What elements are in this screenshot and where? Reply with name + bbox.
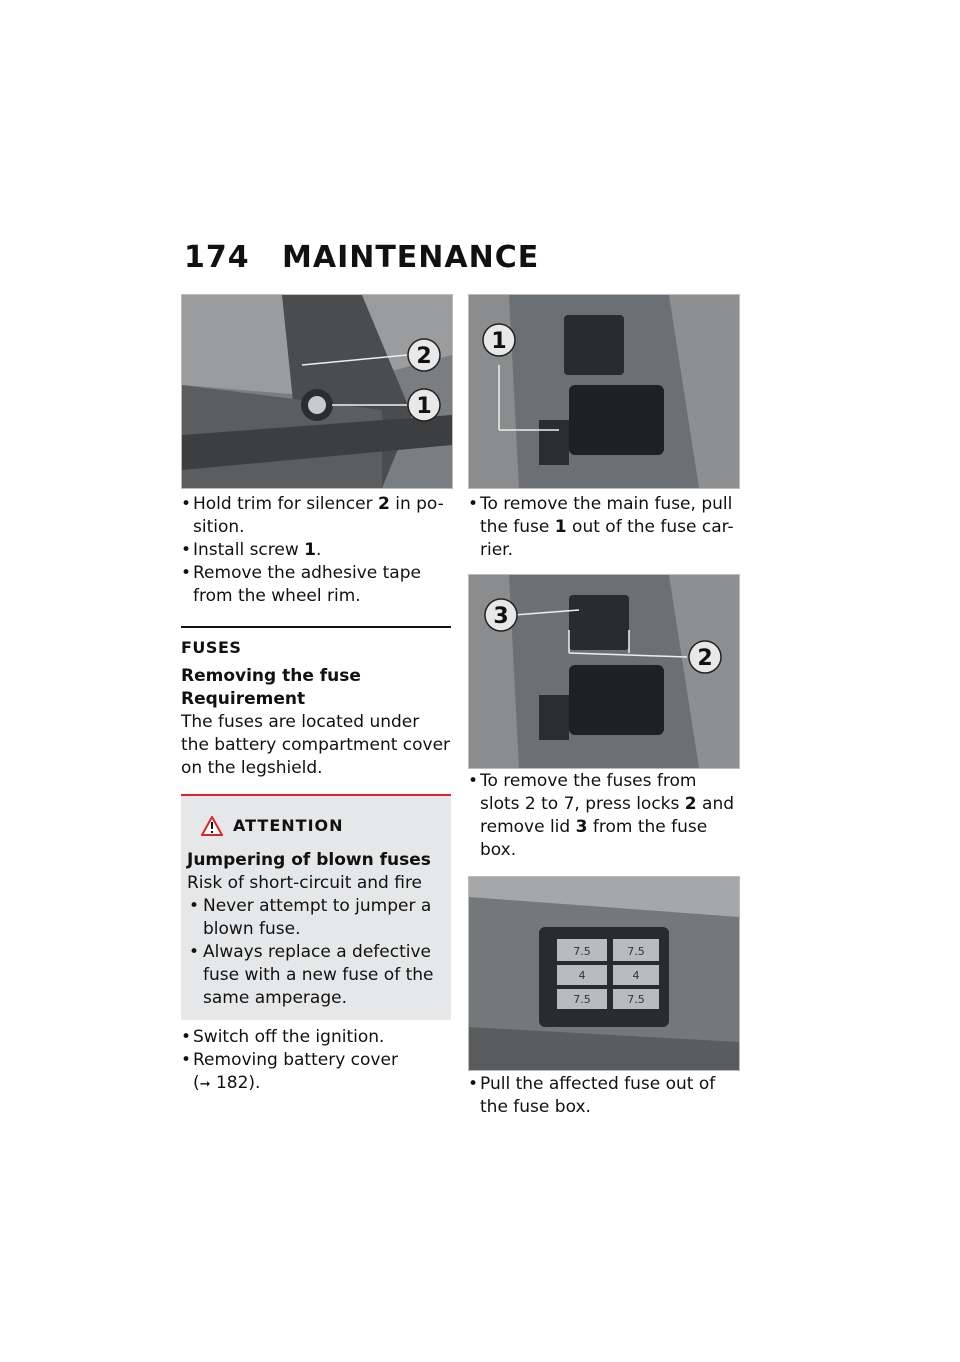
right-step-3 <box>468 1073 738 1119</box>
warning-icon <box>201 816 223 836</box>
page-ref-link[interactable]: 182). <box>215 1073 261 1093</box>
attention-item: • Always replace a defective fuse with a new fuse of the same amperage. <box>187 941 445 1010</box>
fuse-label: 7.5 <box>573 945 591 958</box>
photo-fuse-box-open <box>468 876 740 1071</box>
callout-3: 3 <box>493 604 509 629</box>
right-step-2 <box>468 770 738 862</box>
step-switch-off: • Switch off the ignition. <box>181 1026 451 1049</box>
step-pull-fuse: • Pull the affected fuse out of the fuse box. <box>468 1073 738 1119</box>
photo-main-fuse <box>468 294 740 489</box>
attention-item: • Never attempt to jumper a blown fuse. <box>187 895 445 941</box>
fuse-label: 7.5 <box>627 993 645 1006</box>
section-title: FUSES <box>181 638 242 657</box>
step-hold-trim: • Hold trim for silencer 2 in po-sition. <box>181 493 451 539</box>
requirement-text: The fuses are located under the battery compartment cover on the legshield. <box>181 712 451 778</box>
attention-header <box>201 814 445 837</box>
section-divider <box>181 626 451 628</box>
page-title: MAINTENANCE <box>282 240 540 275</box>
page-ref-arrow-icon: ➞ <box>199 1077 211 1092</box>
fuse-label: 4 <box>578 969 586 982</box>
attention-box <box>181 794 451 1020</box>
photo-silencer-trim <box>181 294 453 489</box>
right-step-1 <box>468 493 738 562</box>
callout-2: 2 <box>416 344 432 369</box>
fuse-label: 7.5 <box>627 945 645 958</box>
left-column <box>181 493 451 1096</box>
subhead-requirement: Requirement <box>181 689 306 709</box>
photo-fuse-box-lid <box>468 574 740 769</box>
subhead-removing-fuse: Removing the fuse <box>181 666 361 686</box>
attention-risk: Risk of short-circuit and fire <box>187 873 423 893</box>
page-number: 174 <box>184 240 250 275</box>
callout-1: 1 <box>491 329 507 354</box>
page-header <box>184 240 539 275</box>
attention-title: ATTENTION <box>233 816 344 835</box>
step-remove-tape: • Remove the adhesive tape from the wheel rim. <box>181 562 451 608</box>
fuse-label: 4 <box>632 969 640 982</box>
callout-2: 2 <box>697 646 713 671</box>
attention-heading: Jumpering of blown fuses <box>187 850 431 870</box>
step-remove-battery-cover: • Removing battery cover (➞ 182). <box>181 1049 451 1096</box>
step-press-locks: • To remove the fuses from slots 2 to 7, press locks 2 and remove lid 3 from the fuse box. <box>468 770 738 862</box>
fuse-label: 7.5 <box>573 993 591 1006</box>
step-remove-main-fuse: • To remove the main fuse, pull the fuse 1 out of the fuse car-rier. <box>468 493 738 562</box>
step-install-screw: • Install screw 1. <box>181 539 451 562</box>
callout-1: 1 <box>416 394 432 419</box>
